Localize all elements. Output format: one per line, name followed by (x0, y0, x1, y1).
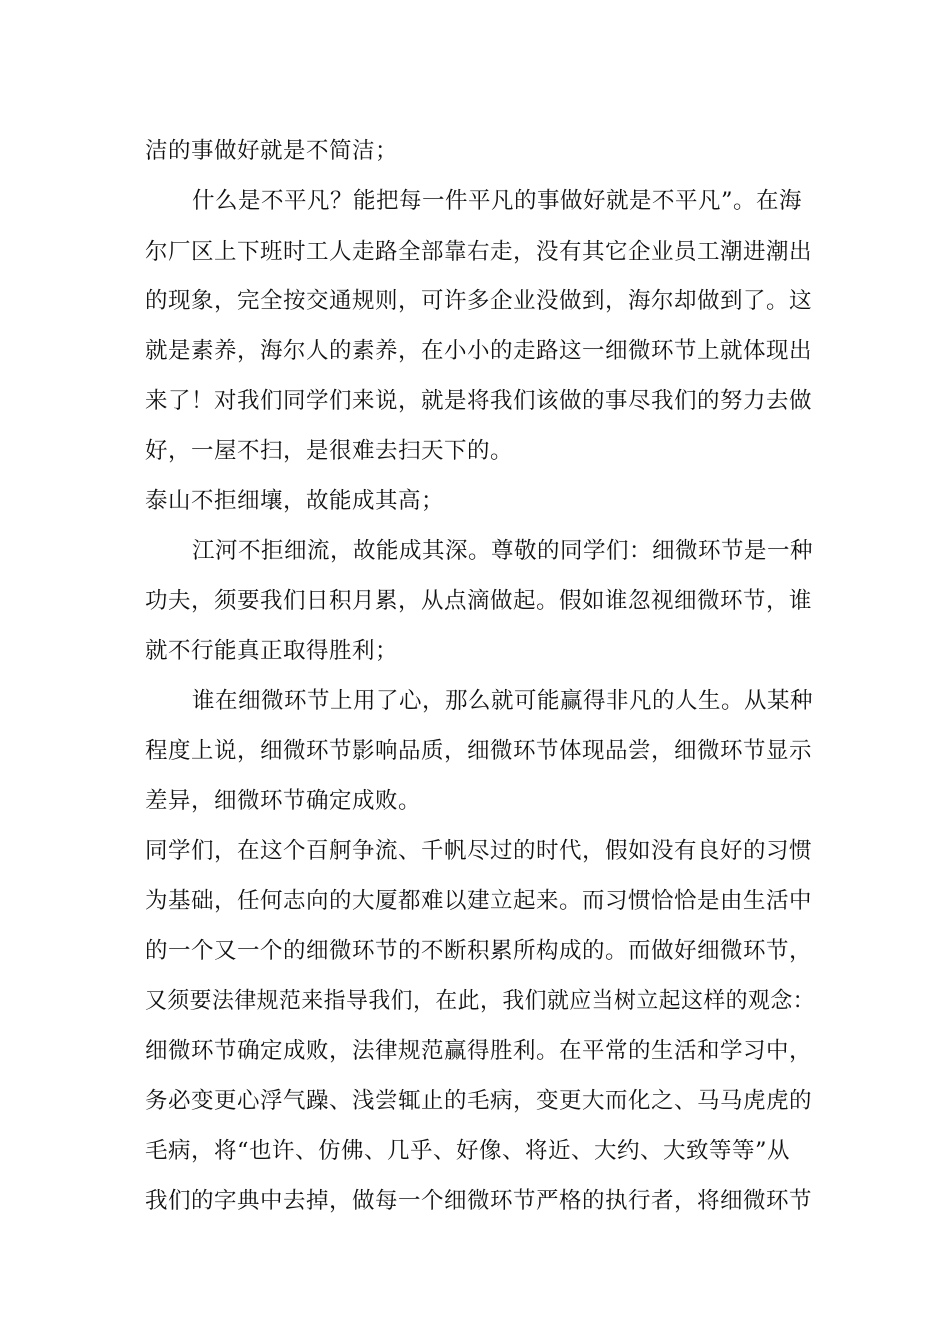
text-line: 洁的事做好就是不简洁； (145, 138, 399, 164)
text-line: 功夫，须要我们日积月累，从点滴做起。假如谁忽视细微环节，谁 (145, 588, 813, 614)
text-line: 就不行能真正取得胜利； (145, 638, 399, 664)
text-line: 毛病，将“也许、仿佛、几乎、好像、将近、大约、大致等等”从 (145, 1138, 791, 1164)
paragraph-start-line: 泰山不拒细壤，故能成其高； (145, 488, 445, 514)
text-line: 的现象，完全按交通规则，可许多企业没做到，海尔却做到了。这 (145, 288, 813, 314)
text-line: 的一个又一个的细微环节的不断积累所构成的。而做好细微环节， (145, 938, 813, 964)
text-line: 来了！对我们同学们来说，就是将我们该做的事尽我们的努力去做 (145, 388, 813, 414)
text-line: 就是素养，海尔人的素养，在小小的走路这一细微环节上就体现出 (145, 338, 813, 364)
text-line: 务必变更心浮气躁、浅尝辄止的毛病，变更大而化之、马马虎虎的 (145, 1088, 813, 1114)
text-line: 细微环节确定成败，法律规范赢得胜利。在平常的生活和学习中， (145, 1038, 813, 1064)
paragraph-start-line: 同学们，在这个百舸争流、千帆尽过的时代，假如没有良好的习惯 (145, 838, 813, 864)
paragraph-start-line: 什么是不平凡？能把每一件平凡的事做好就是不平凡”。在海 (192, 188, 803, 214)
text-line: 好，一屋不扫，是很难去扫天下的。 (145, 438, 514, 464)
text-line: 为基础，任何志向的大厦都难以建立起来。而习惯恰恰是由生活中 (145, 888, 813, 914)
text-line: 差异，细微环节确定成败。 (145, 788, 422, 814)
paragraph-start-line: 江河不拒细流，故能成其深。尊敬的同学们：细微环节是一种 (192, 538, 814, 564)
text-line: 我们的字典中去掉，做每一个细微环节严格的执行者，将细微环节 (145, 1188, 813, 1214)
text-line: 尔厂区上下班时工人走路全部靠右走，没有其它企业员工潮进潮出 (145, 239, 813, 265)
text-line: 又须要法律规范来指导我们，在此，我们就应当树立起这样的观念： (145, 988, 816, 1014)
paragraph-start-line: 谁在细微环节上用了心，那么就可能赢得非凡的人生。从某种 (192, 688, 814, 714)
text-line: 程度上说，细微环节影响品质，细微环节体现品尝，细微环节显示 (145, 738, 813, 764)
